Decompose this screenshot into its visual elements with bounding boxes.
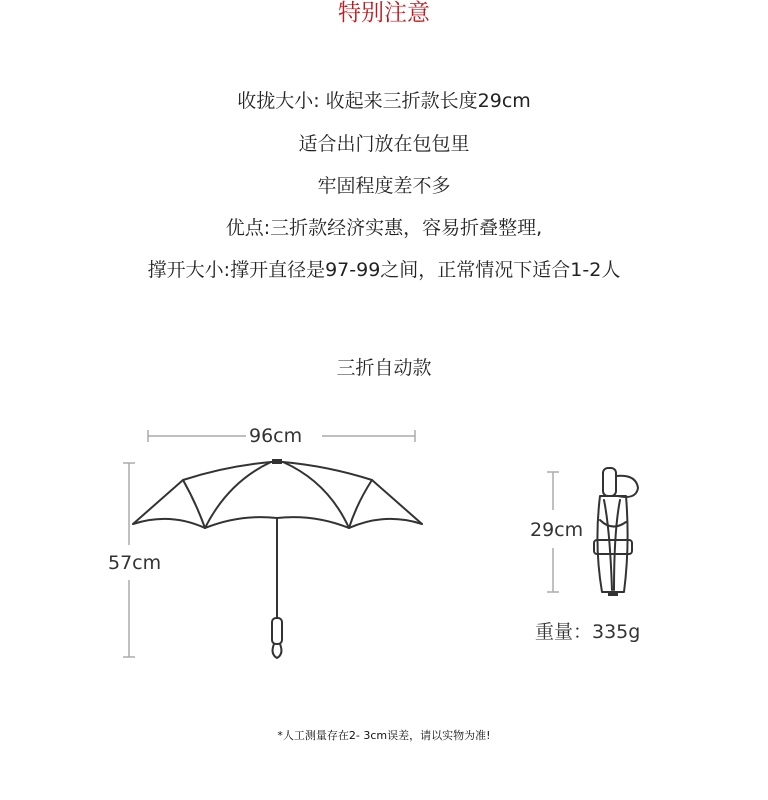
note-open-size: 撑开大小:撑开直径是97-99之间，正常情况下适合1-2人 [147, 259, 621, 281]
note-durability: 牢固程度差不多 [317, 175, 451, 197]
note-folded-size: 收拢大小: 收起来三折款长度29cm [237, 90, 531, 112]
note-portability: 适合出门放在包包里 [298, 133, 470, 155]
note-advantages: 优点:三折款经济实惠，容易折叠整理, [225, 217, 543, 239]
height-label: 57cm [108, 552, 162, 574]
width-label: 96cm [249, 425, 303, 447]
model-name: 三折自动款 [336, 357, 432, 379]
folded-umbrella-icon [594, 468, 638, 596]
measurement-footnote: *人工测量存在2- 3cm误差，请以实物为准! [277, 729, 491, 742]
open-umbrella-icon [133, 459, 422, 658]
weight-label: 重量：335g [535, 621, 641, 643]
page-title: 特别注意 [338, 0, 430, 26]
folded-length-label: 29cm [530, 519, 584, 541]
